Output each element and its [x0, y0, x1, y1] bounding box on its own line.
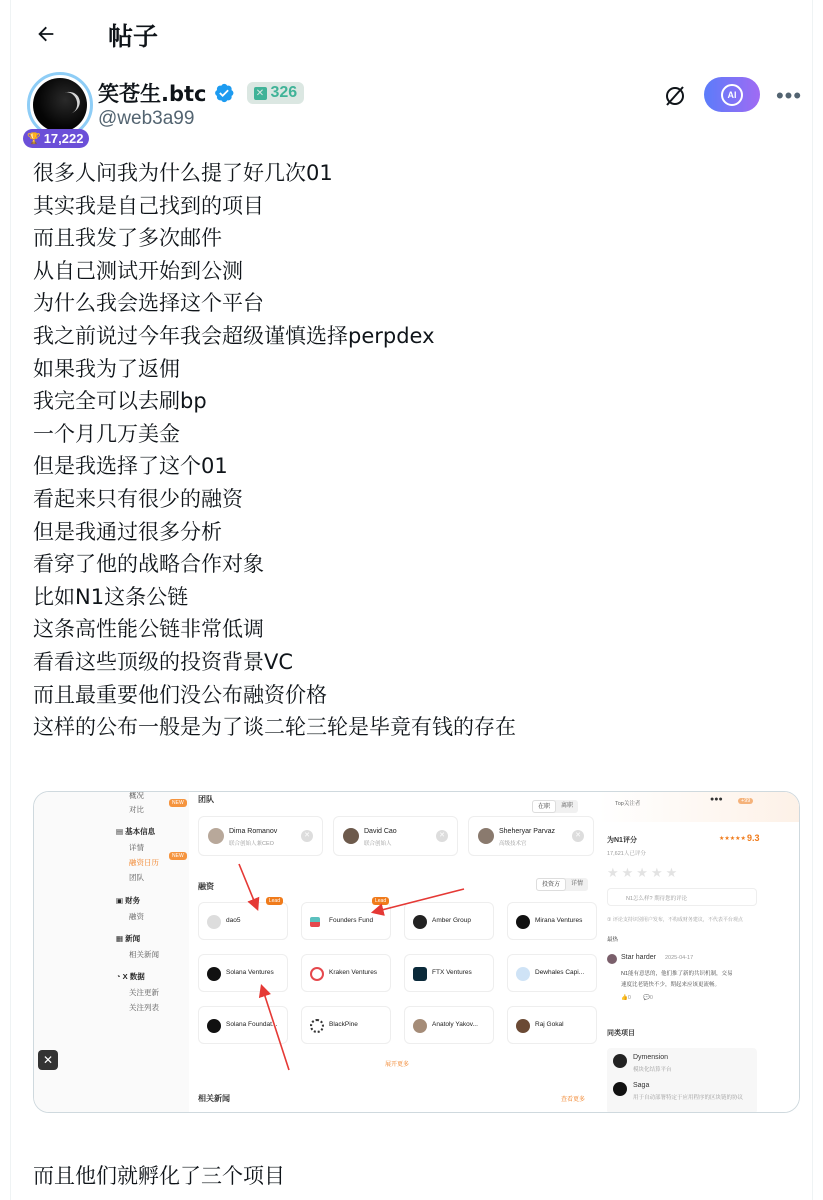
sidebar-section-label: 新闻	[125, 934, 141, 943]
score-badge	[23, 129, 89, 148]
comment-hint: ① 评论支持识别用户发布，不构成财务建议，不代表平台观点	[607, 917, 743, 923]
investor-name: Solana Foundat...	[226, 1021, 278, 1028]
post-line: 看起来只有很少的融资	[33, 486, 243, 511]
x-logo-icon: ✕	[436, 830, 448, 842]
slashed-circle-icon	[663, 84, 687, 108]
comment-text-line: N1能有意思的，他们推了新的共识机制，交易	[621, 971, 733, 977]
post-line: 为什么我会选择这个平台	[33, 291, 264, 316]
member-role: 联合创始人兼CEO	[229, 841, 274, 847]
view-more-link[interactable]: 查看更多	[561, 1097, 586, 1103]
sidebar-section-label: 财务	[125, 896, 141, 905]
x-logo-icon: ✕	[254, 87, 267, 100]
ai-button[interactable]	[704, 77, 760, 112]
similar-name[interactable]: Dymension	[633, 1054, 669, 1061]
investor-name: Mirana Ventures	[535, 917, 583, 924]
team-title: 团队	[198, 795, 214, 804]
post-line: 我完全可以去刷bp	[33, 389, 207, 414]
x-logo-icon: ✕	[301, 830, 313, 842]
embedded-sidebar	[34, 792, 189, 1113]
reply-value: 0	[649, 995, 653, 1001]
post-continuation: 而且他们就孵化了三个项目	[33, 1164, 285, 1188]
similar-desc: 用于自动部署特定于应用程序的区块链的协议	[633, 1095, 744, 1101]
arrow-left-icon	[35, 23, 57, 45]
arrow-to-founders-fund	[374, 889, 464, 912]
investor-name: Anatoly Yakov...	[432, 1021, 478, 1028]
news-title: 相关新闻	[198, 1094, 230, 1103]
investor-name: dao5	[226, 917, 241, 924]
arrow-to-solana-ventures	[262, 987, 289, 1070]
post-line: 我之前说过今年我会超级谨慎选择perpdex	[33, 323, 435, 348]
page-title: 帖子	[108, 22, 159, 51]
rating-stars-filled: ★★★★★	[719, 836, 746, 842]
unfollow-button[interactable]	[660, 81, 690, 111]
reply-count[interactable]: 💬0	[643, 995, 653, 1001]
post-line: 看看这些顶级的投资背景VC	[33, 649, 294, 674]
post-line: 如果我为了返佣	[33, 356, 180, 381]
similar-logo	[613, 1054, 627, 1068]
post-text	[33, 157, 793, 744]
page-header	[0, 0, 823, 66]
close-icon[interactable]: ✕	[38, 1050, 58, 1070]
points-badge	[247, 82, 305, 104]
embedded-right-panel	[599, 792, 800, 1113]
x-logo-icon: ✕	[572, 830, 584, 842]
sidebar-section: ▣ 财务	[116, 896, 141, 905]
rating-value: 9.3	[747, 833, 760, 843]
commenter-avatar	[607, 954, 617, 964]
annotation-arrows	[189, 792, 599, 1113]
sidebar-item: 相关新闻	[129, 950, 159, 959]
sidebar-item: 概况	[129, 791, 144, 800]
member-name: Dima Romanov	[229, 828, 278, 835]
new-tag: NEW	[169, 799, 187, 807]
follower-avatars: ●●●	[710, 796, 723, 803]
sidebar-section: ▤ 基本信息	[116, 827, 156, 836]
tab-investors: 投资方	[536, 878, 566, 891]
member-role: 高级技术官	[499, 841, 527, 847]
post-line: 看穿了他的战略合作对象	[33, 552, 264, 577]
post-line: 从自己测试开始到公测	[33, 258, 243, 283]
sidebar-item: 关注列表	[129, 1003, 159, 1012]
post-line: 一个月几万美金	[33, 421, 180, 446]
tab-former: 离职	[561, 803, 574, 809]
post-line: 但是我通过很多分析	[33, 519, 222, 544]
tab-details: 详情	[571, 881, 584, 887]
author-name-row	[98, 78, 304, 108]
score-value: 17,222	[43, 131, 84, 146]
commenter-name: Star harder	[621, 954, 657, 961]
like-value: 0	[627, 995, 631, 1001]
rating-title: 为N1评分	[607, 837, 637, 844]
post-line: 这样的公布一般是为了谈二轮三轮是毕竟有钱的存在	[33, 715, 516, 740]
sidebar-section-label: X 数据	[122, 972, 145, 981]
avatar-image	[33, 78, 87, 132]
follow-count: +99	[738, 798, 753, 804]
comment-text-line: 速度比老链快不少，期起来应该更流畅。	[621, 982, 721, 988]
author-handle[interactable]: @web3a99	[98, 108, 195, 129]
post-line: 但是我选择了这个01	[33, 454, 228, 479]
more-dots-icon: •••	[775, 83, 803, 108]
sidebar-item: 融资日历	[129, 858, 159, 867]
post-line: 而且最重要他们没公布融资价格	[33, 682, 327, 707]
back-button[interactable]	[30, 18, 62, 50]
similar-desc: 模块化结算平台	[633, 1067, 672, 1073]
embedded-main	[189, 792, 599, 1113]
medal-icon: 🏆	[27, 133, 41, 145]
investor-name: Dewhales Capi...	[535, 969, 585, 976]
comment-placeholder: N1怎么样? 期待您的评论	[626, 896, 688, 902]
sidebar-section-label: 基本信息	[125, 827, 156, 836]
funding-title: 融资	[198, 882, 214, 891]
sidebar-section: ◔ X 数据	[116, 972, 145, 981]
similar-name[interactable]: Saga	[633, 1082, 650, 1089]
sidebar-item: 团队	[129, 873, 144, 882]
sidebar-item: 详情	[129, 843, 144, 852]
post-line: 其实我是自己找到的项目	[33, 193, 264, 218]
comment-input[interactable]	[607, 888, 757, 906]
sidebar-item: 对比	[129, 805, 144, 814]
post-image[interactable]	[33, 791, 800, 1113]
member-role: 联合创始人	[364, 841, 392, 847]
investor-name: FTX Ventures	[432, 969, 472, 976]
member-name: Sheheryar Parvaz	[499, 828, 556, 835]
sidebar-item: 融资	[129, 912, 144, 921]
sort-label[interactable]: 最热	[607, 937, 619, 943]
arrow-to-dao5	[239, 864, 257, 908]
post-line: 而且我发了多次邮件	[33, 226, 222, 251]
investor-name: Kraken Ventures	[329, 969, 378, 976]
post-line: 这条高性能公链非常低调	[33, 617, 264, 642]
lead-tag: Lead	[372, 897, 389, 905]
raters-count: 17,621人已评分	[607, 851, 646, 857]
top-followers-label: Top关注者	[615, 801, 641, 807]
like-count[interactable]: 👍0	[621, 995, 631, 1001]
ai-icon: AI	[721, 84, 743, 106]
similar-list	[607, 1048, 757, 1113]
expand-more-link[interactable]: 展开更多	[385, 1062, 410, 1068]
member-name: David Cao	[364, 828, 397, 835]
tab-current: 在职	[532, 800, 556, 813]
comment-date: 2025-04-17	[665, 955, 694, 961]
sidebar-section: ▦ 新闻	[116, 934, 141, 943]
investor-name: Amber Group	[432, 917, 472, 924]
points-value: 326	[270, 84, 298, 101]
post-line: 比如N1这条公链	[33, 584, 189, 609]
investor-name: Solana Ventures	[226, 969, 274, 976]
sidebar-item: 关注更新	[129, 988, 159, 997]
investor-name: BlackPine	[329, 1021, 358, 1028]
rate-stars[interactable]: ★★★★★	[607, 865, 681, 880]
investor-name: Founders Fund	[329, 917, 374, 924]
follow-banner	[599, 792, 800, 822]
verified-badge-icon	[213, 82, 235, 104]
lead-tag: Lead	[266, 897, 283, 905]
new-tag: NEW	[169, 852, 187, 860]
display-name[interactable]: 笑苍生.btc	[98, 82, 207, 106]
investor-name: Raj Gokal	[535, 1021, 564, 1028]
similar-title: 同类项目	[607, 1030, 635, 1037]
more-options-button[interactable]	[773, 80, 805, 112]
similar-logo	[613, 1082, 627, 1096]
post-line: 很多人问我为什么提了好几次01	[33, 161, 333, 185]
